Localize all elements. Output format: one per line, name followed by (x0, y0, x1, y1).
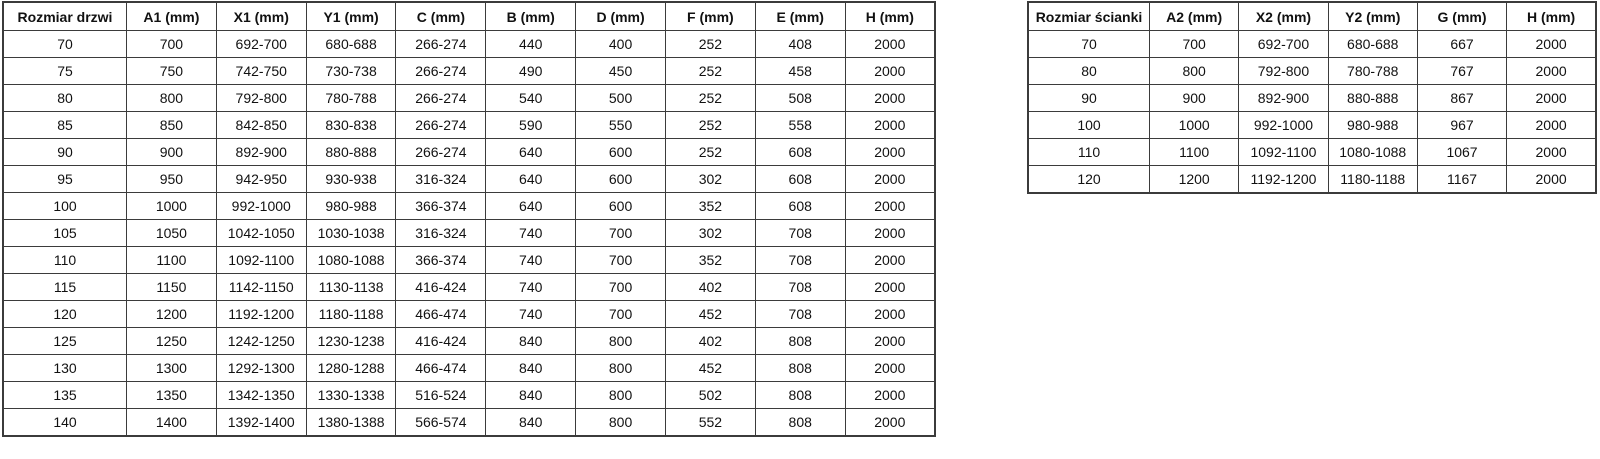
table-cell: 2000 (845, 112, 935, 139)
table-cell: 1350 (127, 382, 217, 409)
table-cell: 490 (486, 58, 576, 85)
table-row (3, 112, 935, 139)
table-cell: 840 (486, 328, 576, 355)
table-cell: 700 (576, 247, 666, 274)
table-cell: 1280-1288 (306, 355, 396, 382)
table-cell: 1292-1300 (216, 355, 306, 382)
table-cell: 808 (755, 328, 845, 355)
table-cell: 402 (665, 328, 755, 355)
table-cell: 700 (576, 301, 666, 328)
column-header: F (mm) (665, 2, 755, 31)
table-cell: 590 (486, 112, 576, 139)
table-cell: 416-424 (396, 274, 486, 301)
column-header: X1 (mm) (216, 2, 306, 31)
table-cell: 692-700 (1239, 31, 1328, 58)
table-row (3, 382, 935, 409)
table-cell: 740 (486, 220, 576, 247)
header-row (1028, 2, 1596, 31)
table-cell: 252 (665, 112, 755, 139)
table-cell: 1100 (1150, 139, 1239, 166)
table-cell: 252 (665, 31, 755, 58)
table-cell: 2000 (845, 85, 935, 112)
table-cell: 700 (576, 220, 666, 247)
table-cell: 316-324 (396, 220, 486, 247)
table-row (1028, 112, 1596, 139)
table-cell: 600 (576, 166, 666, 193)
table-cell: 366-374 (396, 247, 486, 274)
table-cell: 252 (665, 58, 755, 85)
table-cell: 2000 (1507, 166, 1596, 194)
table-cell: 540 (486, 85, 576, 112)
table-row (3, 409, 935, 437)
table-row (3, 58, 935, 85)
table-cell: 780-788 (306, 85, 396, 112)
table-cell: 600 (576, 139, 666, 166)
table-cell: 892-900 (216, 139, 306, 166)
table-row (3, 301, 935, 328)
table-cell: 667 (1417, 31, 1506, 58)
table-cell: 740 (486, 301, 576, 328)
table-cell: 992-1000 (216, 193, 306, 220)
table-cell: 1192-1200 (216, 301, 306, 328)
table-row (3, 247, 935, 274)
table-cell: 452 (665, 355, 755, 382)
table-cell: 352 (665, 193, 755, 220)
table-cell: 2000 (1507, 31, 1596, 58)
table-cell: 1030-1038 (306, 220, 396, 247)
table-cell: 840 (486, 382, 576, 409)
table-row (1028, 58, 1596, 85)
table-cell: 316-324 (396, 166, 486, 193)
table-cell: 80 (3, 85, 127, 112)
table-cell: 440 (486, 31, 576, 58)
table-cell: 2000 (1507, 112, 1596, 139)
table-cell: 90 (1028, 85, 1150, 112)
table-cell: 1192-1200 (1239, 166, 1328, 194)
table-cell: 708 (755, 220, 845, 247)
table-row (3, 220, 935, 247)
table-cell: 552 (665, 409, 755, 437)
table-cell: 2000 (845, 328, 935, 355)
table-cell: 708 (755, 274, 845, 301)
table-cell: 466-474 (396, 355, 486, 382)
table-cell: 110 (1028, 139, 1150, 166)
header-row (3, 2, 935, 31)
table-cell: 90 (3, 139, 127, 166)
table-cell: 842-850 (216, 112, 306, 139)
table-cell: 1130-1138 (306, 274, 396, 301)
table-cell: 980-988 (306, 193, 396, 220)
table-cell: 252 (665, 85, 755, 112)
table-cell: 880-888 (1328, 85, 1417, 112)
table-cell: 640 (486, 139, 576, 166)
wall-size-table (1027, 1, 1597, 194)
table-row (3, 274, 935, 301)
table-cell: 416-424 (396, 328, 486, 355)
table-cell: 135 (3, 382, 127, 409)
table-cell: 100 (1028, 112, 1150, 139)
table-cell: 2000 (845, 58, 935, 85)
table-cell: 266-274 (396, 85, 486, 112)
table-cell: 125 (3, 328, 127, 355)
table-cell: 608 (755, 139, 845, 166)
table-cell: 402 (665, 274, 755, 301)
table-row (1028, 31, 1596, 58)
table-cell: 1342-1350 (216, 382, 306, 409)
table-cell: 840 (486, 355, 576, 382)
table-cell: 992-1000 (1239, 112, 1328, 139)
table-cell: 808 (755, 355, 845, 382)
table-cell: 115 (3, 274, 127, 301)
table-cell: 700 (1150, 31, 1239, 58)
table-cell: 516-524 (396, 382, 486, 409)
table-cell: 105 (3, 220, 127, 247)
table-cell: 1230-1238 (306, 328, 396, 355)
table-cell: 1180-1188 (1328, 166, 1417, 194)
table-cell: 892-900 (1239, 85, 1328, 112)
column-header: D (mm) (576, 2, 666, 31)
table-cell: 352 (665, 247, 755, 274)
table-cell: 830-838 (306, 112, 396, 139)
table-cell: 566-574 (396, 409, 486, 437)
table-cell: 800 (576, 409, 666, 437)
table-cell: 302 (665, 166, 755, 193)
table-cell: 100 (3, 193, 127, 220)
table-cell: 130 (3, 355, 127, 382)
table-cell: 302 (665, 220, 755, 247)
table-row (3, 31, 935, 58)
table-row (1028, 166, 1596, 194)
table-cell: 850 (127, 112, 217, 139)
table-cell: 70 (1028, 31, 1150, 58)
table-cell: 840 (486, 409, 576, 437)
table-cell: 1167 (1417, 166, 1506, 194)
column-header: A2 (mm) (1150, 2, 1239, 31)
table-cell: 1000 (127, 193, 217, 220)
table-row (3, 355, 935, 382)
table-cell: 767 (1417, 58, 1506, 85)
table-cell: 780-788 (1328, 58, 1417, 85)
table-cell: 880-888 (306, 139, 396, 166)
door-size-table (2, 1, 936, 437)
table-cell: 700 (576, 274, 666, 301)
table-row (3, 139, 935, 166)
table-cell: 680-688 (1328, 31, 1417, 58)
column-header: C (mm) (396, 2, 486, 31)
table-cell: 558 (755, 112, 845, 139)
table-cell: 800 (1150, 58, 1239, 85)
table-cell: 1330-1338 (306, 382, 396, 409)
table-cell: 1142-1150 (216, 274, 306, 301)
table-cell: 2000 (845, 166, 935, 193)
table-row (3, 166, 935, 193)
table-cell: 1080-1088 (306, 247, 396, 274)
table-cell: 1092-1100 (1239, 139, 1328, 166)
table-cell: 266-274 (396, 58, 486, 85)
table-cell: 502 (665, 382, 755, 409)
table-cell: 466-474 (396, 301, 486, 328)
table-cell: 900 (1150, 85, 1239, 112)
table-cell: 266-274 (396, 139, 486, 166)
table-cell: 2000 (845, 274, 935, 301)
column-header: Y2 (mm) (1328, 2, 1417, 31)
column-header: Rozmiar ścianki (1028, 2, 1150, 31)
table-cell: 1400 (127, 409, 217, 437)
table-cell: 1250 (127, 328, 217, 355)
table-cell: 740 (486, 247, 576, 274)
table-cell: 1380-1388 (306, 409, 396, 437)
table-cell: 742-750 (216, 58, 306, 85)
table-cell: 1200 (1150, 166, 1239, 194)
table-cell: 967 (1417, 112, 1506, 139)
table-cell: 400 (576, 31, 666, 58)
table-cell: 550 (576, 112, 666, 139)
table-cell: 1050 (127, 220, 217, 247)
table-cell: 2000 (1507, 85, 1596, 112)
table-cell: 640 (486, 166, 576, 193)
table-row (3, 193, 935, 220)
table-cell: 1200 (127, 301, 217, 328)
table-cell: 266-274 (396, 112, 486, 139)
table-cell: 608 (755, 193, 845, 220)
table-cell: 2000 (845, 301, 935, 328)
table-cell: 70 (3, 31, 127, 58)
table-cell: 900 (127, 139, 217, 166)
table-cell: 2000 (845, 247, 935, 274)
table-cell: 800 (576, 382, 666, 409)
table-cell: 2000 (845, 31, 935, 58)
table-cell: 452 (665, 301, 755, 328)
table-cell: 750 (127, 58, 217, 85)
column-header: Y1 (mm) (306, 2, 396, 31)
table-cell: 1042-1050 (216, 220, 306, 247)
table-cell: 1150 (127, 274, 217, 301)
table-cell: 110 (3, 247, 127, 274)
table-cell: 450 (576, 58, 666, 85)
table-cell: 85 (3, 112, 127, 139)
column-header: B (mm) (486, 2, 576, 31)
table-cell: 730-738 (306, 58, 396, 85)
table-cell: 980-988 (1328, 112, 1417, 139)
table-cell: 1180-1188 (306, 301, 396, 328)
table-cell: 2000 (1507, 58, 1596, 85)
table-cell: 800 (127, 85, 217, 112)
column-header: Rozmiar drzwi (3, 2, 127, 31)
table-cell: 792-800 (1239, 58, 1328, 85)
table-cell: 1000 (1150, 112, 1239, 139)
table-cell: 408 (755, 31, 845, 58)
table-cell: 95 (3, 166, 127, 193)
table-cell: 266-274 (396, 31, 486, 58)
table-cell: 2000 (1507, 139, 1596, 166)
table-cell: 708 (755, 247, 845, 274)
table-cell: 2000 (845, 355, 935, 382)
table-cell: 708 (755, 301, 845, 328)
table-cell: 692-700 (216, 31, 306, 58)
table-cell: 500 (576, 85, 666, 112)
column-header: E (mm) (755, 2, 845, 31)
table-row (1028, 85, 1596, 112)
table-cell: 867 (1417, 85, 1506, 112)
table-cell: 1067 (1417, 139, 1506, 166)
table-row (3, 328, 935, 355)
table-cell: 680-688 (306, 31, 396, 58)
table-cell: 1100 (127, 247, 217, 274)
table-cell: 792-800 (216, 85, 306, 112)
table-cell: 1080-1088 (1328, 139, 1417, 166)
table-cell: 608 (755, 166, 845, 193)
table-cell: 458 (755, 58, 845, 85)
table-cell: 800 (576, 328, 666, 355)
table-cell: 1092-1100 (216, 247, 306, 274)
column-header: A1 (mm) (127, 2, 217, 31)
table-cell: 252 (665, 139, 755, 166)
table-row (3, 85, 935, 112)
table-cell: 930-938 (306, 166, 396, 193)
table-cell: 120 (3, 301, 127, 328)
table-cell: 140 (3, 409, 127, 437)
table-cell: 808 (755, 382, 845, 409)
table-cell: 740 (486, 274, 576, 301)
table-cell: 640 (486, 193, 576, 220)
table-cell: 2000 (845, 409, 935, 437)
table-cell: 75 (3, 58, 127, 85)
table-cell: 80 (1028, 58, 1150, 85)
table-cell: 120 (1028, 166, 1150, 194)
table-cell: 950 (127, 166, 217, 193)
table-cell: 1242-1250 (216, 328, 306, 355)
table-cell: 942-950 (216, 166, 306, 193)
column-header: H (mm) (1507, 2, 1596, 31)
column-header: H (mm) (845, 2, 935, 31)
table-cell: 1300 (127, 355, 217, 382)
column-header: G (mm) (1417, 2, 1506, 31)
column-header: X2 (mm) (1239, 2, 1328, 31)
table-cell: 600 (576, 193, 666, 220)
table-cell: 2000 (845, 193, 935, 220)
table-cell: 508 (755, 85, 845, 112)
table-cell: 808 (755, 409, 845, 437)
table-cell: 2000 (845, 220, 935, 247)
table-cell: 1392-1400 (216, 409, 306, 437)
table-cell: 800 (576, 355, 666, 382)
table-cell: 2000 (845, 139, 935, 166)
table-cell: 2000 (845, 382, 935, 409)
table-row (1028, 139, 1596, 166)
table-cell: 366-374 (396, 193, 486, 220)
table-cell: 700 (127, 31, 217, 58)
